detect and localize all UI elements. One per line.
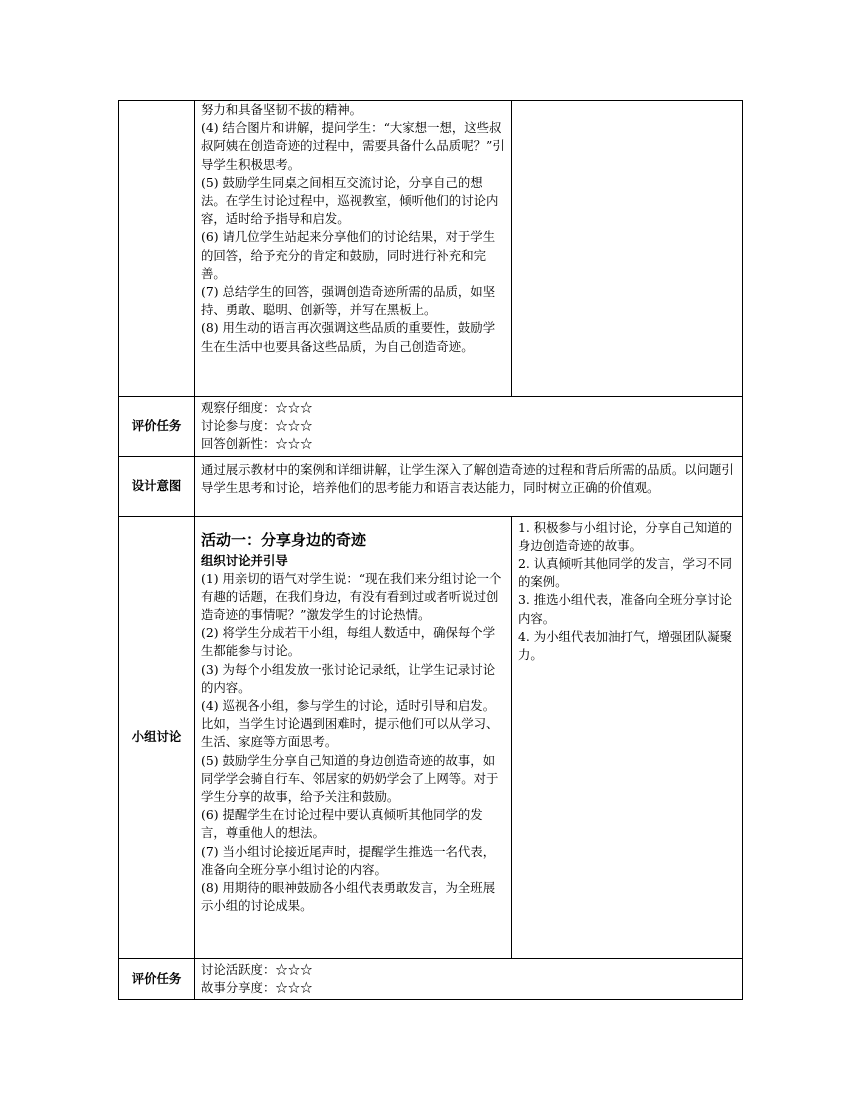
empty-label-cell	[119, 101, 195, 397]
teacher-line: (4) 结合图片和讲解，提问学生：“大家想一想，这些叔叔阿姨在创造奇迹的过程中，需要具备什么品质呢？”引导学生积极思考。	[201, 120, 505, 172]
student-line: 1. 积极参与小组讨论，分享自己知道的身边创造奇迹的故事。	[518, 519, 733, 553]
teaching-process-row	[119, 101, 743, 397]
evaluation-item: 回答创新性：☆☆☆	[201, 436, 313, 452]
group-discussion-label: 小组讨论	[119, 516, 195, 958]
evaluation-cell	[195, 397, 743, 457]
group-student-cell	[512, 516, 743, 958]
teacher-activity-cell	[195, 101, 512, 397]
evaluation-label: 评价任务	[119, 397, 195, 457]
student-activity-cell	[512, 101, 743, 397]
evaluation-item: 故事分享度：☆☆☆	[201, 979, 313, 995]
teacher-line: (4) 巡视各小组，参与学生的讨论，适时引导和启发。比如，当学生讨论遇到困难时，提示他们可以从学习、生活、家庭等方面思考。	[201, 698, 499, 750]
evaluation-label-2: 评价任务	[119, 958, 195, 999]
teacher-line: (5) 鼓励学生同桌之间相互交流讨论，分享自己的想法。在学生讨论过程中，巡视教室，倾听他们的讨论内容，适时给予指导和启发。	[201, 174, 499, 227]
evaluation-item: 讨论参与度：☆☆☆	[201, 418, 313, 434]
evaluation-row-2	[119, 958, 743, 999]
evaluation-item: 观察仔细度：☆☆☆	[201, 400, 313, 415]
group-discussion-row	[119, 516, 743, 958]
student-line: 3. 推选小组代表，准备向全班分享讨论内容。	[518, 592, 733, 626]
teacher-line: (7) 当小组讨论接近尾声时，提醒学生推选一名代表，准备向全班分享小组讨论的内容。	[201, 843, 496, 877]
teacher-line: (7) 总结学生的回答，强调创造奇迹所需的品质，如坚持、勇敢、聪明、创新等，并写在黑板上。	[201, 284, 496, 318]
teacher-line: (6) 提醒学生在讨论过程中要认真倾听其他同学的发言，尊重他人的想法。	[201, 807, 483, 841]
design-intent-row	[119, 456, 743, 516]
student-line: 2. 认真倾听其他同学的发言，学习不同的案例。	[518, 556, 733, 590]
evaluation-cell-2	[195, 958, 743, 999]
teacher-line: (6) 请几位学生站起来分享他们的讨论结果，对于学生的回答，给予充分的肯定和鼓励，同时进行补充和完善。	[201, 229, 496, 281]
evaluation-row	[119, 397, 743, 457]
teacher-line: (5) 鼓励学生分享自己知道的身边创造奇迹的故事，如同学学会骑自行车、邻居家的奶奶学会了上网等。对于学生分享的故事，给予关注和鼓励。	[201, 752, 499, 805]
teacher-line: (2) 将学生分成若干小组，每组人数适中，确保每个学生都能参与讨论。	[201, 625, 496, 659]
design-intent-text: 通过展示教材中的案例和详细讲解，让学生深入了解创造奇迹的过程和背后所需的品质。以问题引导学生思考和讨论，培养他们的思考能力和语言表达能力，同时树立正确的价值观。	[195, 456, 743, 516]
evaluation-item: 讨论活跃度：☆☆☆	[201, 961, 313, 977]
teacher-line: (8) 用生动的语言再次强调这些品质的重要性，鼓励学生在生活中也要具备这些品质，为自己创造奇迹。	[201, 320, 496, 354]
teacher-line: (8) 用期待的眼神鼓励各小组代表勇敢发言，为全班展示小组的讨论成果。	[201, 880, 496, 914]
design-intent-label: 设计意图	[119, 456, 195, 516]
student-line: 4. 为小组代表加油打气，增强团队凝聚力。	[518, 628, 733, 663]
teacher-line: (1) 用亲切的语气对学生说：“现在我们来分组讨论一个有趣的话题，在我们身边，有没有看到过或者听说过创造奇迹的事情呢？”激发学生的讨论热情。	[201, 570, 502, 623]
teacher-line: (3) 为每个小组发放一张讨论记录纸，让学生记录讨论的内容。	[201, 661, 496, 695]
lesson-plan-table	[118, 100, 743, 1000]
activity-subtitle: 组织讨论并引导	[201, 552, 288, 568]
teacher-line: 努力和具备坚韧不拔的精神。	[201, 102, 363, 117]
group-teacher-cell	[195, 516, 512, 958]
activity-title: 活动一：分享身边的奇迹	[201, 530, 367, 549]
